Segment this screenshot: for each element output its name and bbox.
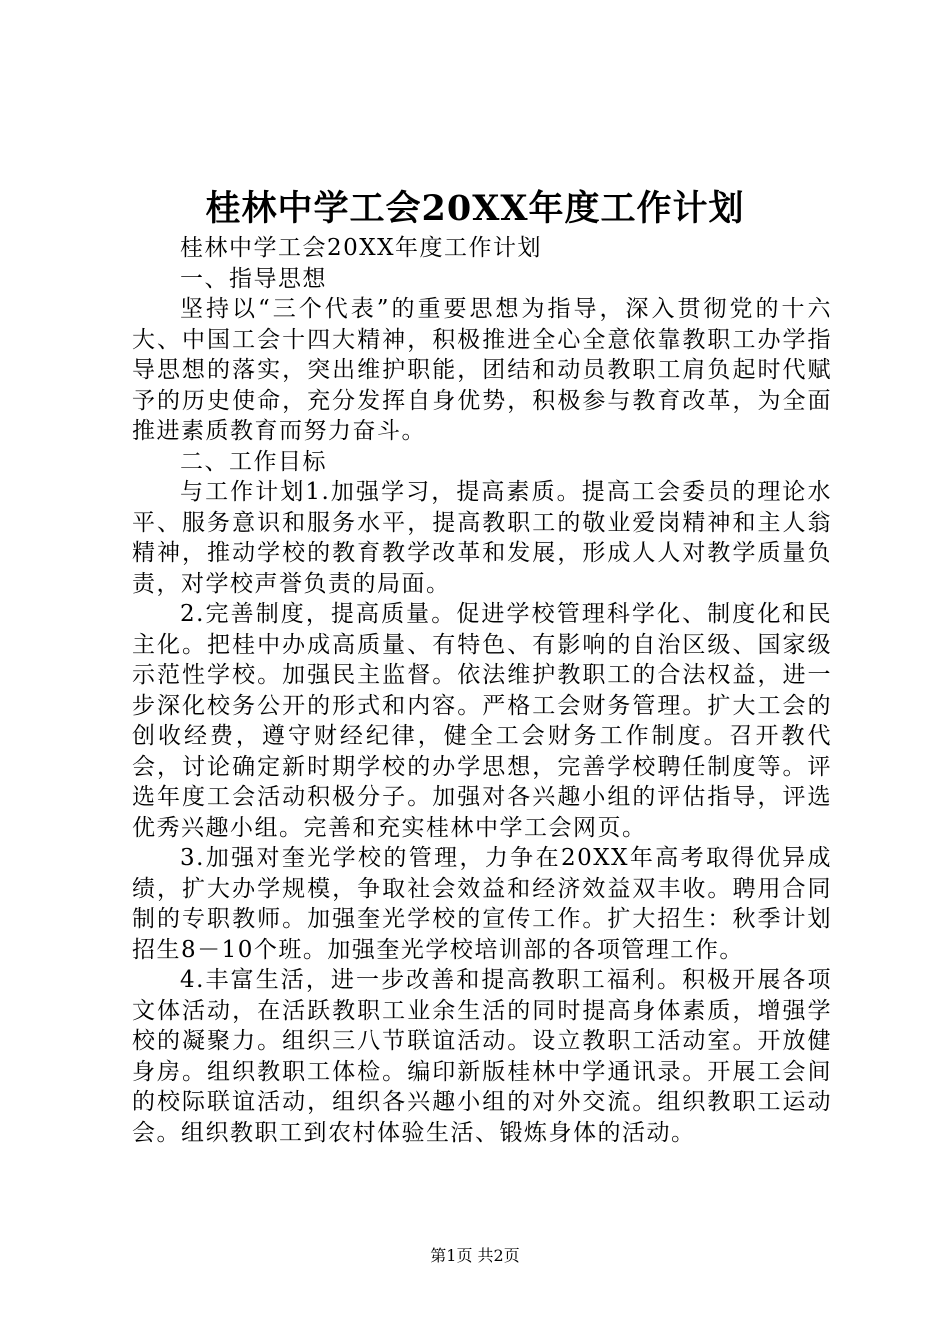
paragraph-goal-2: 2.完善制度，提高质量。促进学校管理科学化、制度化和民主化。把桂中办成高质量、有特色、有影响的自治区级、国家级示范性学校。加强民主监督。依法维护教职工的合法权益，进一步深化校务公开的形式和内容。严格工会财务管理。扩大工会的创收经费，遵守财经纪律，健全工会财务工作制度。召开教代会，讨论确定新时期学校的办学思想，完善学校聘任制度等。评选年度工会活动积极分子。加强对各兴趣小组的评估指导，评选优秀兴趣小组。完善和充实桂林中学工会网页。 [132, 601, 832, 841]
paragraph-goal-4: 4.丰富生活，进一步改善和提高教职工福利。积极开展各项文体活动，在活跃教职工业余生活的同时提高身体素质，增强学校的凝聚力。组织三八节联谊活动。设立教职工活动室。开放健身房。组织教职工体检。编印新版桂林中学通讯录。开展工会间的校际联谊活动，组织各兴趣小组的对外交流。组织教职工运动会。组织教职工到农村体验生活、锻炼身体的活动。 [132, 967, 832, 1146]
section-heading-work-goals: 二、工作目标 [180, 448, 327, 475]
paragraph-guiding-ideology: 坚持以“三个代表”的重要思想为指导，深入贯彻党的十六大、中国工会十四大精神，积极推进全心全意依靠教职工办学指导思想的落实，突出维护职能，团结和动员教职工肩负起时代赋予的历史使命，充分发挥自身优势，积极参与教育改革，为全面推进素质教育而努力奋斗。 [132, 296, 832, 444]
section-heading-guiding-ideology: 一、指导思想 [180, 265, 327, 292]
paragraph-goal-1: 与工作计划1.加强学习，提高素质。提高工会委员的理论水平、服务意识和服务水平，提高教职工的敬业爱岗精神和主人翁精神，推动学校的教育教学改革和发展，形成人人对教学质量负责，对学校声誉负责的局面。 [132, 479, 832, 597]
page-number-footer: 第1页 共2页 [430, 1246, 520, 1265]
document-body [132, 233, 832, 1148]
paragraph-goal-3: 3.加强对奎光学校的管理，力争在20XX年高考取得优异成绩，扩大办学规模，争取社会效益和经济效益双丰收。聘用合同制的专职教师。加强奎光学校的宣传工作。扩大招生：秋季计划招生8－10个班。加强奎光学校培训部的各项管理工作。 [132, 845, 832, 963]
paragraph-subtitle: 桂林中学工会20XX年度工作计划 [180, 235, 543, 261]
page-title: 桂林中学工会20XX年度工作计划 [205, 188, 745, 229]
